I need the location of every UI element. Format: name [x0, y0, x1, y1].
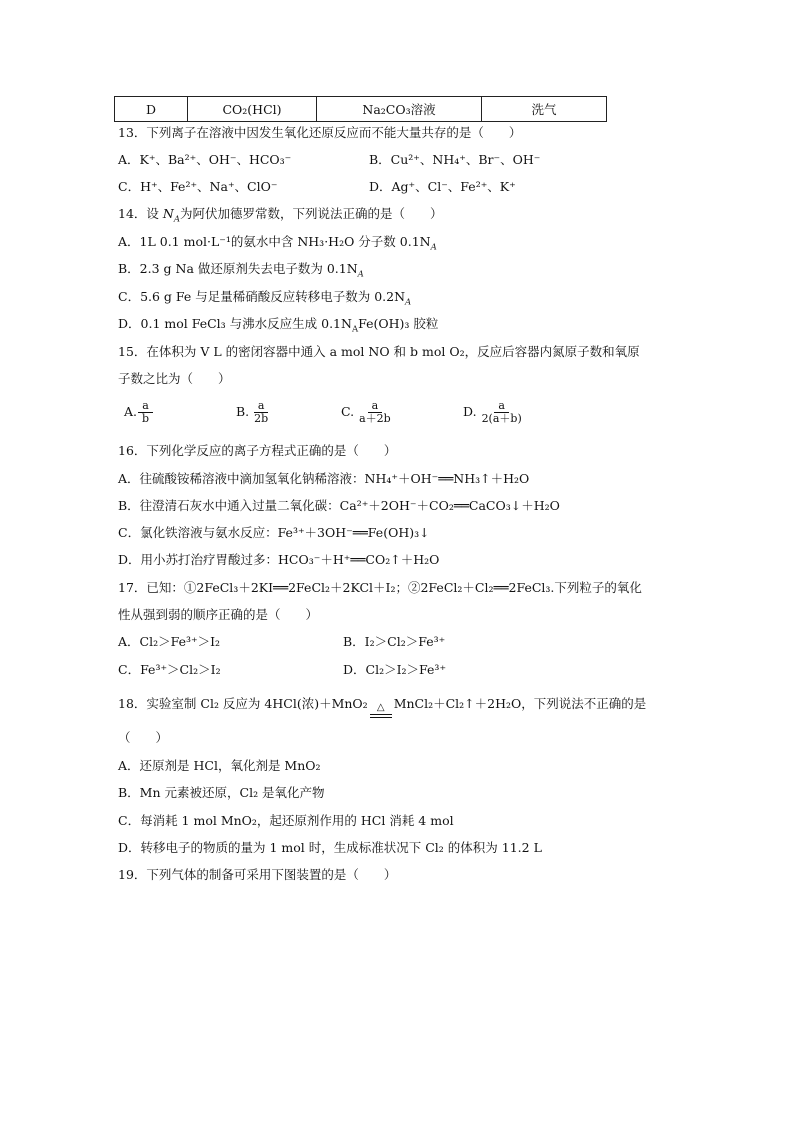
q18-option-a: A．还原剂是 HCl，氧化剂是 MnO₂: [118, 758, 321, 773]
q16-stem: 16．下列化学反应的离子方程式正确的是（ ）: [118, 443, 397, 458]
q17-stem-line2: 性从强到弱的顺序正确的是（ ）: [118, 607, 319, 622]
q13-option-d: D．Ag⁺、Cl⁻、Fe²⁺、K⁺: [369, 179, 516, 194]
q19-stem: 19．下列气体的制备可采用下图装置的是（ ）: [118, 867, 397, 882]
option-table: [114, 96, 607, 122]
q18-option-b: B．Mn 元素被还原，Cl₂ 是氧化产物: [118, 785, 325, 800]
q17-option-b: B．I₂＞Cl₂＞Fe³⁺: [343, 634, 446, 649]
table-cell-substance: CO₂(HCl): [188, 97, 317, 122]
q17-option-d: D．Cl₂＞I₂＞Fe³⁺: [343, 662, 447, 677]
q16-option-a: A．往硫酸铵稀溶液中滴加氢氧化钠稀溶液：NH₄⁺＋OH⁻══NH₃↑＋H₂O: [118, 471, 530, 486]
q14-option-d: D．0.1 mol FeCl₃ 与沸水反应生成 $0.1N_AFe(OH)_3$ 胶粒: [118, 316, 439, 335]
q13-stem: 13．下列离子在溶液中因发生氧化还原反应而不能大量共存的是（ ）: [118, 125, 522, 140]
q16-option-d: D．用小苏打治疗胃酸过多：HCO₃⁻＋H⁺══CO₂↑＋H₂O: [118, 552, 440, 567]
heating-condition-mark: △: [370, 704, 392, 718]
q15-option-c: C. $\frac{a}{a+2b}$: [341, 399, 391, 425]
q18-stem-line2: （ ）: [118, 730, 169, 745]
q18-option-c: C．每消耗 1 mol MnO₂，起还原剂作用的 HCl 消耗 4 mol: [118, 813, 454, 828]
table-cell-method: 洗气: [482, 97, 607, 122]
q18-stem-line1: 18．实验室制 Cl₂ 反应为 4HCl(浓)＋MnO₂ △ MnCl₂＋Cl₂↑＋2H₂O，下列说法不正确的是: [118, 695, 646, 718]
table-cell-label: D: [115, 97, 188, 122]
q13-option-a: A．K⁺、Ba²⁺、OH⁻、HCO₃⁻: [118, 152, 292, 167]
q18-option-d: D．转移电子的物质的量为 1 mol 时，生成标准状况下 Cl₂ 的体积为 11.2 L: [118, 840, 542, 855]
q14-option-a: A．1L 0.1 mol·L⁻¹的氨水中含 NH₃·H₂O 分子数 $0.1N_A$: [118, 234, 437, 253]
q17-option-a: A．Cl₂＞Fe³⁺＞I₂: [118, 634, 221, 649]
q16-option-c: C．氯化铁溶液与氨水反应：Fe³⁺＋3OH⁻══Fe(OH)₃↓: [118, 525, 430, 540]
q15-option-b: B. $\frac{a}{2b}$: [236, 399, 269, 425]
q14-option-c: C．5.6 g Fe 与足量稀硝酸反应转移电子数为 $0.2N_A$: [118, 289, 412, 308]
q14-option-b: B．2.3 g Na 做还原剂失去电子数为 $0.1N_A$: [118, 261, 364, 280]
q13-option-c: C．H⁺、Fe²⁺、Na⁺、ClO⁻: [118, 179, 278, 194]
q13-option-b: B．Cu²⁺、NH₄⁺、Br⁻、OH⁻: [369, 152, 541, 167]
q15-stem-line2: 子数之比为（ ）: [118, 371, 231, 386]
q16-option-b: B．往澄清石灰水中通入过量二氧化碳：Ca²⁺＋2OH⁻＋CO₂══CaCO₃↓＋H₂O: [118, 498, 560, 513]
q14-stem: 14．设 $N_A$为阿伏加德罗常数，下列说法正确的是（ ）: [118, 206, 443, 225]
q15-option-a: A. $\frac{a}{b}$: [124, 400, 153, 425]
q15-stem-line1: 15．在体积为 V L 的密闭容器中通入 a mol NO 和 b mol O₂，反应后容器内氮原子数和氧原: [118, 344, 640, 359]
table-cell-reagent: Na₂CO₃溶液: [317, 97, 482, 122]
q17-stem-line1: 17．已知：①2FeCl₃＋2KI══2FeCl₂＋2KCl＋I₂；②2FeCl₂＋Cl₂══2FeCl₃.下列粒子的氧化: [118, 580, 642, 595]
q15-option-d: D. $\frac{a}{2(a+b)}$: [463, 399, 522, 425]
q17-option-c: C．Fe³⁺＞Cl₂＞I₂: [118, 662, 221, 677]
table-row: [115, 97, 607, 122]
